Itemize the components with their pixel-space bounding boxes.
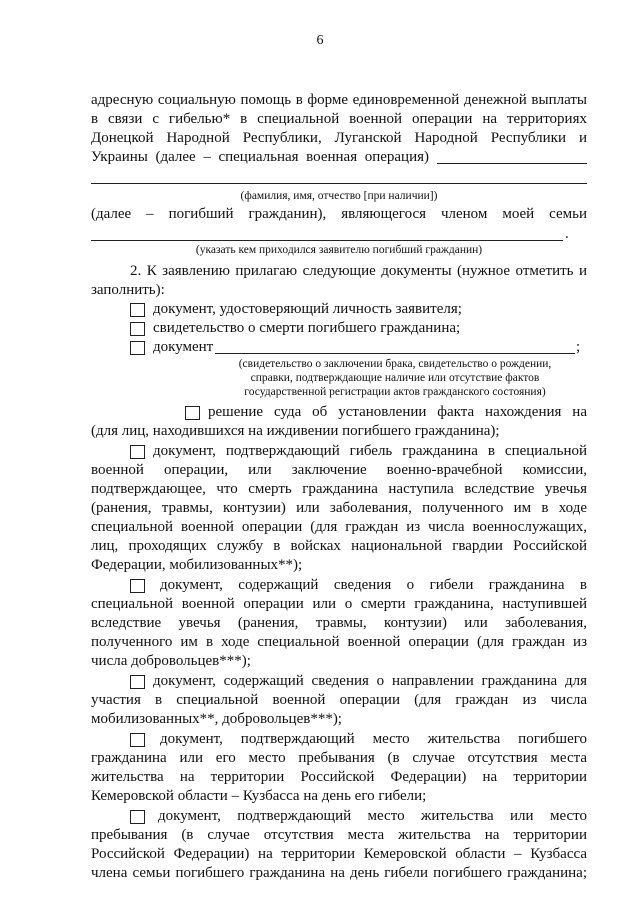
item-deceased-residence-4: Кемеровской области – Кузбасса на день его гибели; [91, 788, 427, 804]
intro-line-4: Украины (далее – специальная военная операция) [91, 149, 429, 165]
item-other-document: документ [153, 339, 214, 355]
deceased-name-field[interactable] [91, 183, 587, 184]
section2-heading: 2. К заявлению прилагаю следующие документы (нужное отметить и [130, 263, 587, 279]
relation-field[interactable] [91, 240, 563, 241]
intro-line-1: адресную социальную помощь в форме единовременной денежной выплаты [91, 92, 587, 108]
item-death-in-operation-1: документ, подтверждающий гибель гражданина в специальной [153, 443, 587, 459]
item-deceased-residence-3: жительства на территории Российской Федерации) на территории [91, 769, 587, 785]
item-death-in-operation-6: лиц, проходящих службу в войсках национальной гвардии Российской [91, 538, 587, 554]
item-direction-doc-1: документ, содержащий сведения о направлении гражданина для [153, 673, 587, 689]
item-death-in-operation-2: военной операции, или заключение военно-врачебной комиссии, [91, 462, 587, 478]
item-identity-doc: документ, удостоверяющий личность заявителя; [153, 301, 462, 317]
intro-line-2: в связи с гибелью* в специальной военной операции на территориях [91, 111, 587, 127]
item-family-residence-3: Российской Федерации) на территории Кемеровской области – Кузбасса [91, 846, 587, 862]
checkbox-other-document[interactable] [130, 341, 145, 355]
item-deceased-residence-2: гражданина или его место пребывания (в случае отсутствия места [91, 750, 587, 766]
item-volunteer-death-1: документ, содержащий сведения о гибели гражданина в [160, 577, 587, 593]
item-death-certificate: свидетельство о смерти погибшего гражданина; [153, 320, 461, 336]
operation-blank-field[interactable] [437, 163, 587, 164]
item-death-in-operation-4: (ранения, травмы, контузии) или заболевания, полученного им в ходе [91, 500, 587, 516]
other-document-field[interactable] [215, 353, 575, 354]
relation-period: . [565, 226, 569, 242]
item-family-residence-2: пребывания (в случае отсутствия места жительства на территории [91, 827, 587, 843]
intro-line-3: Донецкой Народной Республики, Луганской Народной Республики и [91, 130, 587, 146]
checkbox-identity-doc[interactable] [130, 303, 145, 317]
item-volunteer-death-3: вследствие увечья (ранения, травмы, контузии) или заболевания, [91, 615, 587, 631]
item-death-in-operation-5: специальной военной операции (для граждан из числа военнослужащих, [91, 519, 587, 535]
item-volunteer-death-5: числа добровольцев***); [91, 653, 251, 669]
item-court-decision-2: (для лиц, находившихся на иждивении погибшего гражданина); [91, 423, 500, 439]
other-document-caption-3: государственной регистрации актов гражданского состояния) [244, 386, 546, 398]
checkbox-death-in-operation[interactable] [130, 445, 145, 459]
other-document-caption-1: (свидетельство о заключении брака, свидетельство о рождении, [238, 358, 552, 370]
item-volunteer-death-4: полученного им в ходе специальной военной операции (для граждан из [91, 634, 587, 650]
checkbox-family-member-residence[interactable] [130, 810, 145, 824]
item-family-residence-1: документ, подтверждающий место жительства или место [158, 808, 587, 824]
item-volunteer-death-2: специальной военной операции или о смерти гражданина, наступившей [91, 596, 587, 612]
checkbox-death-certificate[interactable] [130, 322, 145, 336]
item-death-in-operation-7: Федерации, мобилизованных**); [91, 557, 303, 573]
item-family-residence-4: члена семьи погибшего гражданина на день гибели погибшего гражданина; [91, 865, 587, 881]
checkbox-court-decision[interactable] [185, 406, 200, 420]
item-direction-doc-2: участия в специальной военной операции (для граждан из числа [91, 692, 587, 708]
page-number: 6 [316, 33, 324, 48]
item-death-in-operation-3: подтверждающее, что смерть гражданина наступила вследствие увечья [91, 481, 587, 497]
deceased-name-caption: (фамилия, имя, отчество [при наличии]) [240, 190, 438, 202]
intro-line-5: (далее – погибший гражданин), являющегося членом моей семьи [91, 206, 587, 222]
item-deceased-residence-1: документ, подтверждающий место жительства погибшего [160, 731, 587, 747]
relation-caption: (указать кем приходился заявителю погибший гражданин) [195, 244, 483, 256]
checkbox-deceased-residence[interactable] [130, 733, 145, 747]
other-document-end: ; [576, 339, 581, 355]
item-direction-doc-3: мобилизованных**, добровольцев***); [91, 711, 342, 727]
item-court-decision-1: решение суда об установлении факта нахождения на [208, 404, 587, 420]
checkbox-volunteer-death[interactable] [130, 579, 145, 593]
checkbox-direction-doc[interactable] [130, 675, 145, 689]
section2-heading-cont: заполнить): [91, 282, 165, 298]
other-document-caption-2: справки, подтверждающие наличие или отсутствие фактов [250, 372, 540, 384]
